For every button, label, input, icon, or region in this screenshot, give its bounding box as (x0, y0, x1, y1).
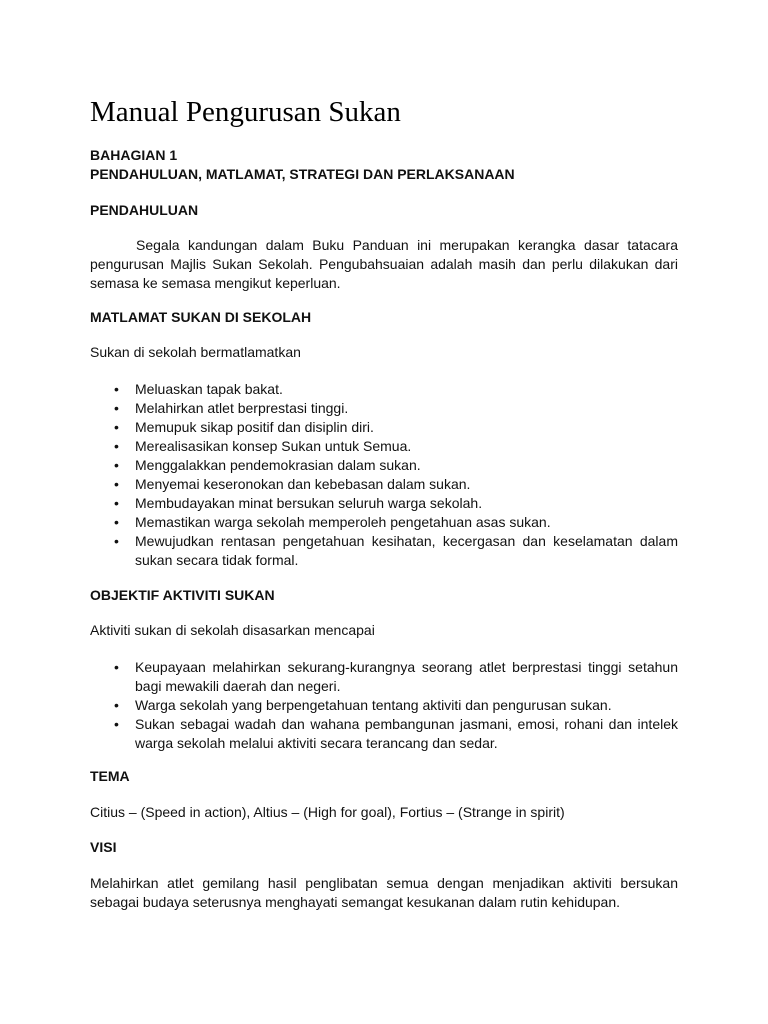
goals-list (90, 380, 678, 570)
goals-heading: MATLAMAT SUKAN DI SEKOLAH (90, 309, 312, 325)
list-item: • Memupuk sikap positif dan disiplin diri. (114, 419, 374, 435)
list-item: • Membudayakan minat bersukan seluruh warga sekolah. (114, 495, 483, 511)
objectives-list (90, 658, 678, 753)
bullet-icon: • (114, 381, 119, 397)
bullet-icon: • (114, 400, 119, 416)
list-item: • Merealisasikan konsep Sukan untuk Semua. (114, 438, 412, 454)
objectives-lead: Aktiviti sukan di sekolah disasarkan mencapai (90, 622, 375, 638)
theme-text: Citius – (Speed in action), Altius – (High for goal), Fortius – (Strange in spirit) (90, 804, 565, 820)
list-item: • Sukan sebagai wadah dan wahana pembangunan jasmani, emosi, rohani dan intelek warga sekolah melalui aktiviti secara terancang dan sedar. (114, 716, 678, 751)
bullet-icon: • (114, 514, 119, 530)
bullet-icon: • (114, 659, 119, 675)
list-item: • Mewujudkan rentasan pengetahuan kesihatan, kecergasan dan keselamatan dalam sukan secara tidak formal. (114, 533, 678, 568)
bullet-icon: • (114, 476, 119, 492)
list-item: • Memastikan warga sekolah memperoleh pengetahuan asas sukan. (114, 514, 551, 530)
bullet-icon: • (114, 438, 119, 454)
bullet-icon: • (114, 495, 119, 511)
bullet-icon: • (114, 419, 119, 435)
bullet-icon: • (114, 697, 119, 713)
list-item: • Meluaskan tapak bakat. (114, 381, 283, 397)
vision-heading: VISI (90, 839, 117, 855)
list-item: • Warga sekolah yang berpengetahuan tentang aktiviti dan pengurusan sukan. (114, 697, 612, 713)
list-item: • Keupayaan melahirkan sekurang-kurangnya seorang atlet berprestasi tinggi setahun bagi mewakili daerah dan negeri. (114, 659, 678, 694)
bullet-icon: • (114, 457, 119, 473)
vision-text: Melahirkan atlet gemilang hasil penglibatan semua dengan menjadikan aktiviti bersukan sebagai budaya seterusnya menghayati semangat kesukanan dalam rutin kehidupan. (90, 875, 678, 910)
list-item: • Menyemai keseronokan dan kebebasan dalam sukan. (114, 476, 471, 492)
bullet-icon: • (114, 533, 119, 549)
bullet-icon: • (114, 716, 119, 732)
objectives-heading: OBJEKTIF AKTIVITI SUKAN (90, 587, 275, 603)
section-title: PENDAHULUAN, MATLAMAT, STRATEGI DAN PERLAKSANAAN (90, 166, 515, 182)
list-item: • Melahirkan atlet berprestasi tinggi. (114, 400, 349, 416)
theme-heading: TEMA (90, 768, 130, 784)
list-item: • Menggalakkan pendemokrasian dalam sukan. (114, 457, 421, 473)
goals-lead: Sukan di sekolah bermatlamatkan (90, 344, 301, 360)
document-title: Manual Pengurusan Sukan (90, 96, 401, 128)
intro-paragraph: Segala kandungan dalam Buku Panduan ini merupakan kerangka dasar tatacara pengurusan Majlis Sukan Sekolah. Pengubahsuaian adalah masih dan perlu dilakukan dari semasa ke semasa mengikut keperluan. (90, 237, 678, 291)
section-label: BAHAGIAN 1 (90, 147, 178, 163)
intro-heading: PENDAHULUAN (90, 202, 199, 218)
